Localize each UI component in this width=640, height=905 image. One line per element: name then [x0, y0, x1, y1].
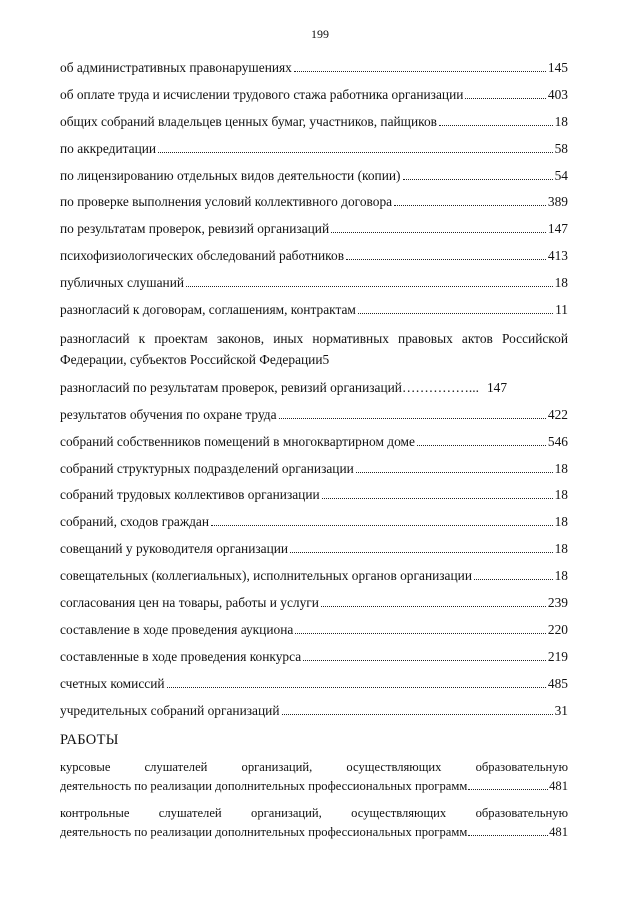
- index-entry: [60, 272, 568, 299]
- dot-leader: [474, 579, 553, 580]
- entry-label: собраний трудовых коллективов организации: [60, 487, 320, 503]
- dot-leader: [439, 125, 553, 126]
- dot-leader: [468, 835, 548, 836]
- entry-page: 147: [547, 221, 568, 237]
- entry-page: 147: [486, 379, 508, 395]
- dot-leader: [356, 472, 553, 473]
- works-group: [60, 758, 568, 842]
- entry-label: учредительных собраний организаций: [60, 702, 280, 718]
- dot-leader: [211, 525, 553, 526]
- entry-label: по результатам проверок, ревизий организаций: [60, 221, 330, 237]
- index-entry: [60, 646, 568, 673]
- entry-page: 389: [547, 194, 568, 210]
- index-entry: [60, 191, 568, 218]
- entry-page: 18: [554, 275, 568, 291]
- index-entry: [60, 592, 568, 619]
- entry-page: 219: [547, 648, 568, 664]
- index-entry: [60, 511, 568, 538]
- dot-leader: [279, 418, 546, 419]
- dot-leader: [295, 633, 546, 634]
- works-entry: [60, 758, 568, 796]
- entry-label: об административных правонарушениях: [60, 60, 292, 75]
- entry-label: собраний собственников помещений в многоквартирном доме: [60, 433, 415, 449]
- works-line2: [60, 823, 568, 842]
- dot-leader: [303, 660, 546, 661]
- dot-leader: [158, 152, 553, 153]
- dot-leader: [282, 714, 553, 715]
- dot-leader: [468, 789, 548, 790]
- dot-leader: [294, 71, 546, 72]
- index-entry: [60, 565, 568, 592]
- entry-label: собраний, сходов граждан: [60, 514, 210, 530]
- index-entry: [60, 377, 568, 404]
- index-entry: [60, 538, 568, 565]
- entry-label: по лицензированию отдельных видов деятельности (копии): [60, 167, 401, 183]
- entry-page: 546: [547, 433, 568, 449]
- index-entry: [60, 700, 568, 727]
- entry-page: 239: [547, 595, 568, 611]
- dot-leader: [290, 552, 553, 553]
- dot-leader: [322, 498, 553, 499]
- dot-leader: [358, 313, 553, 314]
- entry-label: разногласий по результатам проверок, ревизий организаций……………...: [60, 379, 479, 395]
- index-group-a: [60, 57, 568, 326]
- entry-label: совещаний у руководителя организации: [60, 541, 289, 557]
- entry-label: публичных слушаний: [60, 275, 185, 291]
- entry-page: 18: [554, 514, 568, 530]
- index-entries: [60, 57, 568, 850]
- index-group-b: [60, 377, 568, 727]
- entry-page: 18: [554, 541, 568, 557]
- entry-page: 220: [547, 621, 568, 637]
- entry-label: счетных комиссий: [60, 675, 165, 691]
- index-entry: [60, 619, 568, 646]
- index-entry: [60, 458, 568, 485]
- index-entry: [60, 299, 568, 326]
- entry-label: составление в ходе проведения аукциона: [60, 621, 294, 637]
- section-heading: РАБОТЫ: [60, 732, 119, 749]
- entry-page: 145: [547, 60, 568, 75]
- entry-label-line1: разногласий к проектам законов, иных нормативных правовых актов Российской: [60, 330, 568, 346]
- entry-label: по аккредитации: [60, 140, 157, 156]
- index-entry: [60, 165, 568, 192]
- dot-leader: [394, 205, 546, 206]
- index-entry: [60, 673, 568, 700]
- index-entry: [60, 404, 568, 431]
- dot-leader: [346, 259, 546, 260]
- entry-page: 403: [547, 86, 568, 102]
- works-label-line1: контрольные слушателей организаций, осуществляющих образовательную: [60, 806, 568, 821]
- entry-page: 413: [547, 248, 568, 264]
- dot-leader: [417, 445, 546, 446]
- dot-leader: [186, 286, 553, 287]
- entry-page: 58: [554, 140, 568, 156]
- works-label-line1: курсовые слушателей организаций, осуществляющих образовательную: [60, 760, 568, 775]
- entry-label: разногласий к договорам, соглашениям, контрактам: [60, 302, 356, 318]
- entry-label: совещательных (коллегиальных), исполнительных органов организации: [60, 568, 473, 584]
- index-entry: [60, 84, 568, 111]
- index-entry: [60, 218, 568, 245]
- index-entry: [60, 57, 568, 84]
- index-entry: [60, 245, 568, 272]
- dot-leader: [465, 98, 546, 99]
- index-entry: [60, 111, 568, 138]
- entry-page: 5: [322, 351, 330, 367]
- dot-leader: [321, 606, 546, 607]
- entry-label: общих собраний владельцев ценных бумаг, участников, пайщиков: [60, 113, 438, 129]
- entry-label: психофизиологических обследований работников: [60, 248, 345, 264]
- dot-leader: [331, 232, 546, 233]
- entry-label: составленные в ходе проведения конкурса: [60, 648, 302, 664]
- works-page: 481: [549, 825, 568, 840]
- entry-line2: [60, 349, 568, 370]
- entry-page: 31: [554, 702, 568, 718]
- works-label-line2: деятельность по реализации дополнительных профессиональных программ: [60, 825, 468, 840]
- works-page: 481: [549, 779, 568, 794]
- dot-leader: [167, 687, 546, 688]
- entry-page: 18: [554, 113, 568, 129]
- entry-page: 18: [554, 568, 568, 584]
- works-entry: [60, 804, 568, 842]
- dot-leader: [403, 179, 553, 180]
- works-line2: [60, 777, 568, 796]
- entry-page: 18: [554, 487, 568, 503]
- index-entry: [60, 431, 568, 458]
- entry-page: 54: [554, 167, 568, 183]
- works-label-line2: деятельность по реализации дополнительных профессиональных программ: [60, 779, 468, 794]
- entry-label: результатов обучения по охране труда: [60, 406, 277, 422]
- entry-label: об оплате труда и исчислении трудового стажа работника организации: [60, 86, 464, 102]
- entry-page: 485: [547, 675, 568, 691]
- entry-page: 11: [555, 302, 568, 318]
- index-entry: [60, 484, 568, 511]
- entry-label: собраний структурных подразделений организации: [60, 460, 354, 476]
- page-number: 199: [311, 27, 329, 41]
- entry-label: по проверке выполнения условий коллективного договора: [60, 194, 393, 210]
- entry-label: согласования цен на товары, работы и услуги: [60, 595, 319, 611]
- entry-label-line2: Федерации, субъектов Российской Федерации: [60, 351, 323, 367]
- index-entry: [60, 138, 568, 165]
- index-entry-multiline: [60, 328, 568, 370]
- entry-page: 422: [547, 406, 568, 422]
- entry-page: 18: [554, 460, 568, 476]
